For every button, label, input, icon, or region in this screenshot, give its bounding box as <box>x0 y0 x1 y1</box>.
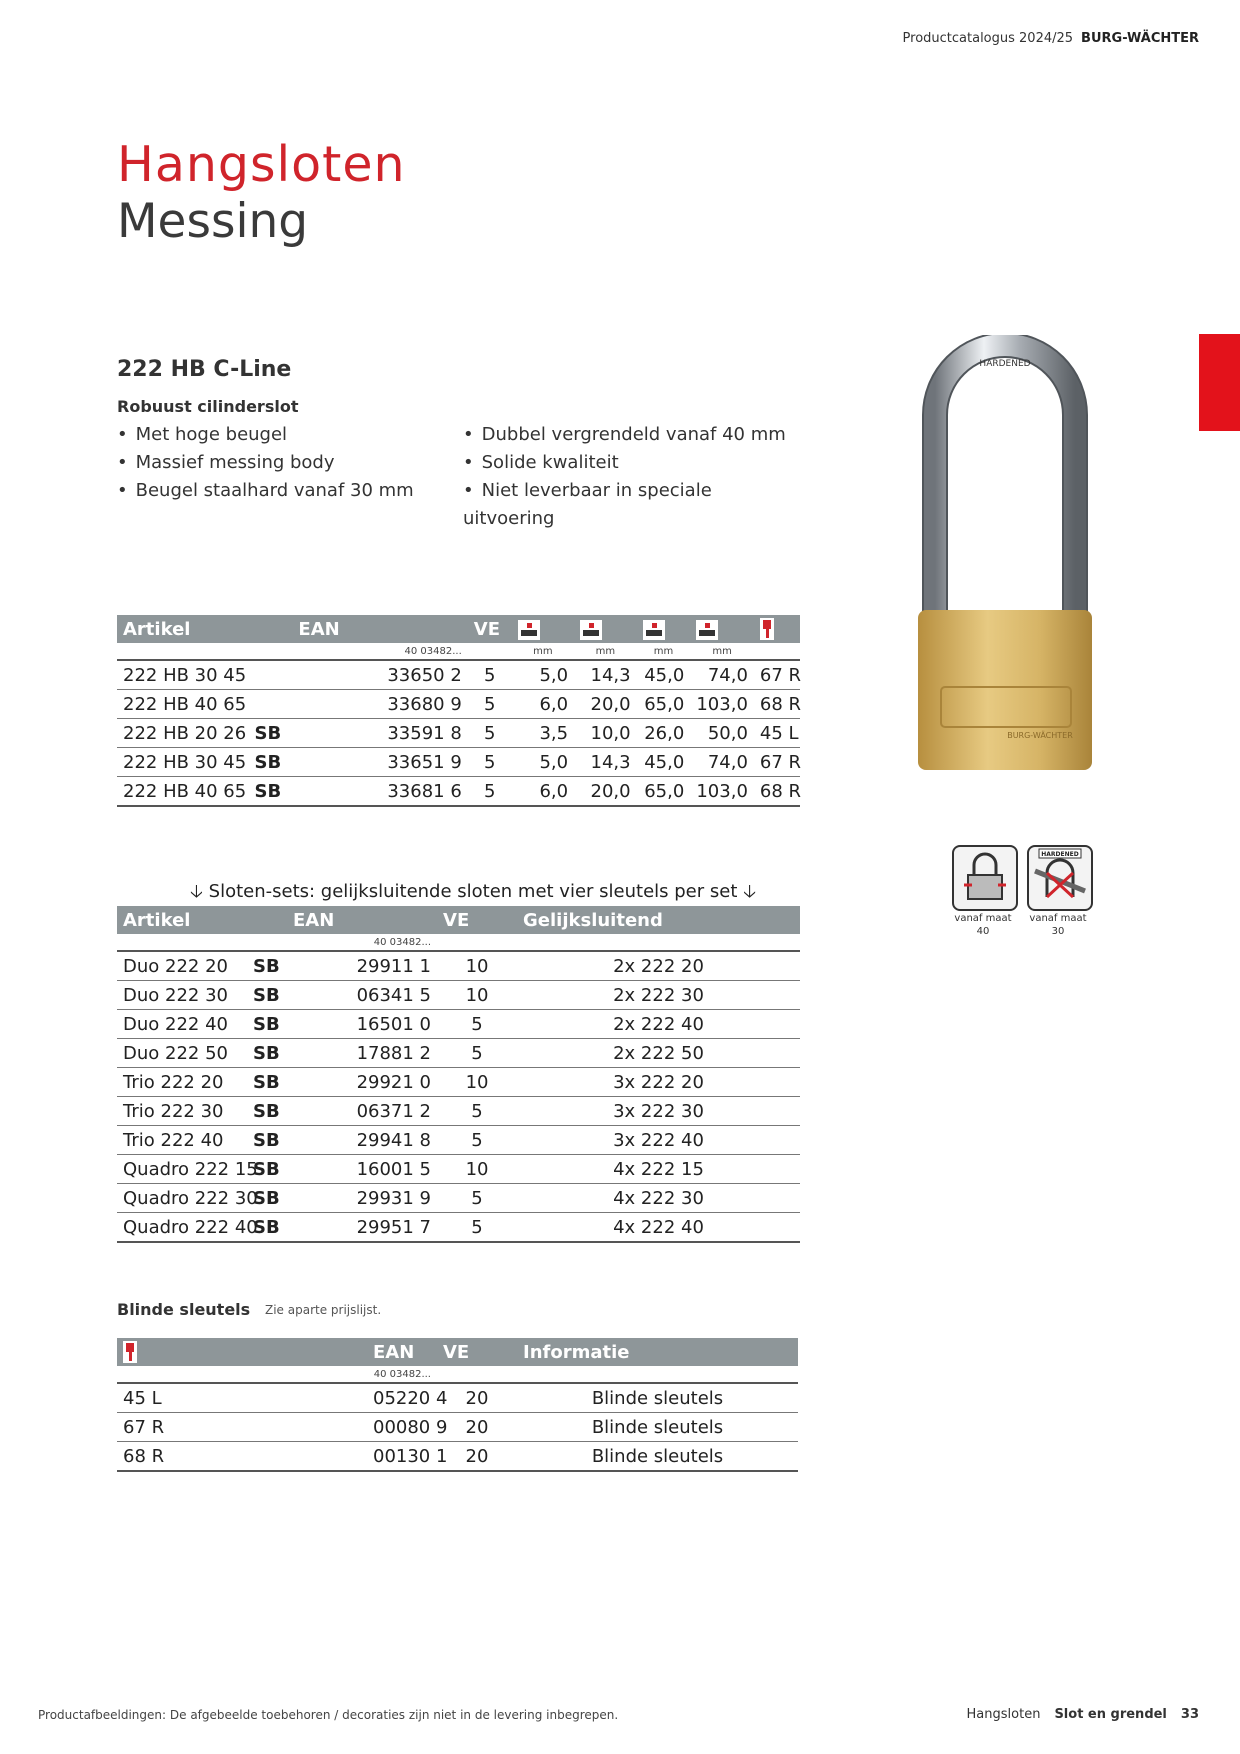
table-cell: 67 R <box>117 1413 367 1442</box>
table-cell: 222 HB 40 65 <box>117 777 249 807</box>
col-ean: EAN <box>292 615 467 643</box>
table-cell: 3x 222 30 <box>517 1097 800 1126</box>
table-subheader-row <box>117 643 800 660</box>
unit-label: mm <box>574 643 636 660</box>
table-cell: 6,0 <box>512 690 574 719</box>
table-row <box>117 1213 800 1243</box>
table-cell: 29941 8 <box>287 1126 437 1155</box>
product-name: 222 HB C-Line <box>117 357 292 382</box>
table-cell: 29951 7 <box>287 1213 437 1243</box>
unit-label: mm <box>512 643 574 660</box>
table-cell <box>249 660 293 690</box>
table-cell: 67 R <box>754 748 800 777</box>
table-row <box>117 719 800 748</box>
feature-item: • Solide kwaliteit <box>463 449 803 477</box>
feature-item: • Niet leverbaar in speciale uitvoering <box>463 477 803 505</box>
table-cell: 3x 222 40 <box>517 1126 800 1155</box>
feature-list-left <box>117 421 457 505</box>
table-cell: 2x 222 50 <box>517 1039 800 1068</box>
table-cell: 20 <box>437 1413 517 1442</box>
catalog-name: Productcatalogus 2024/25 <box>902 31 1074 46</box>
page-number: 33 <box>1180 1707 1199 1722</box>
table-cell: SB <box>247 951 287 981</box>
running-header <box>903 31 1199 46</box>
table-cell: 68 R <box>754 777 800 807</box>
table-cell: SB <box>247 1039 287 1068</box>
table-cell: 33680 9 <box>292 690 467 719</box>
table-cell: 45 L <box>754 719 800 748</box>
table-row <box>117 1097 800 1126</box>
table-row <box>117 748 800 777</box>
double-locking-icon <box>952 845 1018 911</box>
table-row <box>117 1068 800 1097</box>
table-cell: 2x 222 30 <box>517 981 800 1010</box>
table-cell: 5 <box>437 1213 517 1243</box>
table-subheader-row <box>117 934 800 951</box>
lock-sets-table <box>117 906 800 1243</box>
shackle-diameter-icon <box>518 620 540 640</box>
table-cell: 5 <box>468 748 512 777</box>
table-cell: 5 <box>468 777 512 807</box>
table-cell: 14,3 <box>574 748 636 777</box>
table-cell: Duo 222 20 <box>117 951 247 981</box>
table-cell: 65,0 <box>637 777 691 807</box>
table-cell: 4x 222 40 <box>517 1213 800 1243</box>
ean-prefix: 40 03482... <box>287 934 437 951</box>
table-cell: SB <box>247 1155 287 1184</box>
table-cell: 68 R <box>117 1442 367 1472</box>
table-cell: 74,0 <box>690 660 754 690</box>
col-ve: VE <box>437 906 517 934</box>
feature-item: • Beugel staalhard vanaf 30 mm <box>117 477 457 505</box>
table-cell: 103,0 <box>690 690 754 719</box>
table-cell: SB <box>249 748 293 777</box>
col-ean: EAN <box>367 1338 437 1366</box>
shackle-spacing-icon <box>580 620 602 640</box>
table-cell: 222 HB 40 65 <box>117 690 249 719</box>
col-gelijksluitend: Gelijksluitend <box>517 906 800 934</box>
footer-nav <box>967 1707 1199 1722</box>
col-ean: EAN <box>287 906 437 934</box>
feature-list-right <box>463 421 803 529</box>
table-cell: Quadro 222 40 <box>117 1213 247 1243</box>
table-row <box>117 1010 800 1039</box>
shackle-height-icon <box>696 620 718 640</box>
product-spec-table <box>117 615 800 807</box>
table-row <box>117 1413 798 1442</box>
table-cell: 45,0 <box>637 660 691 690</box>
table-cell: 00080 9 <box>367 1413 437 1442</box>
table-cell: 65,0 <box>637 690 691 719</box>
table-cell: 5,0 <box>512 660 574 690</box>
table-cell: 20 <box>437 1442 517 1472</box>
table-cell: 33591 8 <box>292 719 467 748</box>
table-cell: 33681 6 <box>292 777 467 807</box>
table-cell: SB <box>247 1213 287 1243</box>
page-title: Hangsloten <box>117 136 406 193</box>
table-row <box>117 690 800 719</box>
table-cell: 67 R <box>754 660 800 690</box>
table-row <box>117 951 800 981</box>
table-cell: Duo 222 30 <box>117 981 247 1010</box>
feature-item: • Massief messing body <box>117 449 457 477</box>
key-icon <box>760 618 774 640</box>
table-row <box>117 1155 800 1184</box>
table-cell: 00130 1 <box>367 1442 437 1472</box>
table-cell: 10 <box>437 981 517 1010</box>
blank-keys-table <box>117 1338 798 1472</box>
table-cell: 5 <box>437 1184 517 1213</box>
lock-brand-mark: BURG-WÄCHTER <box>1007 731 1073 740</box>
table-subheader-row <box>117 1366 798 1383</box>
table-row <box>117 1184 800 1213</box>
table-row <box>117 1039 800 1068</box>
table-cell: 06341 5 <box>287 981 437 1010</box>
table-cell: 29911 1 <box>287 951 437 981</box>
table-cell: 2x 222 20 <box>517 951 800 981</box>
table-cell: 68 R <box>754 690 800 719</box>
table-cell: 222 HB 20 26 <box>117 719 249 748</box>
key-icon <box>123 1341 137 1363</box>
table-header-row <box>117 615 800 643</box>
table-cell: 29931 9 <box>287 1184 437 1213</box>
footer-section: Hangsloten <box>966 1707 1041 1722</box>
unit-label: mm <box>637 643 691 660</box>
icon-caption: vanaf maat 30 <box>1029 913 1087 937</box>
ean-prefix: 40 03482... <box>292 643 467 660</box>
col-artikel: Artikel <box>117 615 292 643</box>
table-cell: 4x 222 30 <box>517 1184 800 1213</box>
table-cell: 10 <box>437 1155 517 1184</box>
table-cell: 05220 4 <box>367 1383 437 1413</box>
table-cell: Trio 222 30 <box>117 1097 247 1126</box>
table-cell: 33651 9 <box>292 748 467 777</box>
table-cell: SB <box>247 1097 287 1126</box>
table-cell: Trio 222 20 <box>117 1068 247 1097</box>
page-subtitle: Messing <box>117 194 309 249</box>
table-cell: 16501 0 <box>287 1010 437 1039</box>
table-cell: 74,0 <box>690 748 754 777</box>
table-cell: 20 <box>437 1383 517 1413</box>
padlock-image <box>905 335 1105 780</box>
body-width-icon <box>643 620 665 640</box>
table-cell: 3,5 <box>512 719 574 748</box>
table-cell: 26,0 <box>637 719 691 748</box>
table-cell: 5 <box>437 1126 517 1155</box>
table-cell: 5 <box>468 719 512 748</box>
section-tab <box>1199 334 1240 431</box>
table-cell: 16001 5 <box>287 1155 437 1184</box>
table-cell: 5 <box>437 1097 517 1126</box>
table-cell: 6,0 <box>512 777 574 807</box>
table-cell: 20,0 <box>574 690 636 719</box>
table-row <box>117 777 800 807</box>
table-row <box>117 660 800 690</box>
table-cell: Quadro 222 30 <box>117 1184 247 1213</box>
table-cell: SB <box>249 777 293 807</box>
ean-prefix: 40 03482... <box>367 1366 437 1383</box>
table-cell: 10,0 <box>574 719 636 748</box>
table-cell: SB <box>247 1184 287 1213</box>
table-row <box>117 1442 798 1472</box>
hardened-badge: HARDENED <box>1041 851 1079 858</box>
table-cell: 33650 2 <box>292 660 467 690</box>
table-cell: 222 HB 30 45 <box>117 660 249 690</box>
brand-name: BURG-WÄCHTER <box>1081 31 1199 46</box>
product-subtitle: Robuust cilinderslot <box>117 397 299 416</box>
col-ve: VE <box>468 615 512 643</box>
table-cell: Blinde sleutels <box>517 1383 798 1413</box>
table-cell: Duo 222 50 <box>117 1039 247 1068</box>
table-row <box>117 1126 800 1155</box>
table-cell: 4x 222 15 <box>517 1155 800 1184</box>
table-cell: Blinde sleutels <box>517 1442 798 1472</box>
table-cell: SB <box>247 1010 287 1039</box>
footer-disclaimer: Productafbeeldingen: De afgebeelde toebehoren / decoraties zijn niet in de levering inbegrepen. <box>38 1708 619 1722</box>
feature-item: • Dubbel vergrendeld vanaf 40 mm <box>463 421 803 449</box>
table-cell: SB <box>247 981 287 1010</box>
col-ve: VE <box>437 1338 517 1366</box>
unit-label: mm <box>690 643 754 660</box>
icon-caption: vanaf maat 40 <box>954 913 1012 937</box>
sets-heading: 🡣 Sloten-sets: gelijksluitende sloten met vier sleutels per set 🡣 <box>190 881 757 902</box>
table-cell: 17881 2 <box>287 1039 437 1068</box>
table-cell: 222 HB 30 45 <box>117 748 249 777</box>
table-cell: Trio 222 40 <box>117 1126 247 1155</box>
table-row <box>117 1383 798 1413</box>
hardened-shackle-icon <box>1027 845 1093 911</box>
feature-item: • Met hoge beugel <box>117 421 457 449</box>
table-cell: 3x 222 20 <box>517 1068 800 1097</box>
shackle-engraving: HARDENED <box>979 359 1031 369</box>
table-cell: 5 <box>468 660 512 690</box>
blank-keys-note: Zie aparte prijslijst. <box>265 1303 382 1317</box>
table-cell: SB <box>247 1068 287 1097</box>
table-cell: 45 L <box>117 1383 367 1413</box>
table-cell: 14,3 <box>574 660 636 690</box>
blank-keys-label: Blinde sleutels <box>117 1300 251 1319</box>
table-cell: 10 <box>437 951 517 981</box>
table-cell: 20,0 <box>574 777 636 807</box>
table-cell: 2x 222 40 <box>517 1010 800 1039</box>
table-cell: 45,0 <box>637 748 691 777</box>
table-cell: SB <box>247 1126 287 1155</box>
table-cell: 06371 2 <box>287 1097 437 1126</box>
table-cell: 50,0 <box>690 719 754 748</box>
table-header-row <box>117 906 800 934</box>
table-cell: 5 <box>437 1010 517 1039</box>
footer-chapter: Slot en grendel <box>1054 1707 1167 1722</box>
table-row <box>117 981 800 1010</box>
table-cell: 5,0 <box>512 748 574 777</box>
table-cell <box>249 690 293 719</box>
table-cell: 103,0 <box>690 777 754 807</box>
table-cell: 5 <box>437 1039 517 1068</box>
table-cell: Blinde sleutels <box>517 1413 798 1442</box>
table-cell: SB <box>249 719 293 748</box>
table-cell: Duo 222 40 <box>117 1010 247 1039</box>
col-informatie: Informatie <box>517 1338 798 1366</box>
table-cell: 5 <box>468 690 512 719</box>
table-cell: 29921 0 <box>287 1068 437 1097</box>
table-cell: Quadro 222 15 <box>117 1155 247 1184</box>
table-cell: 10 <box>437 1068 517 1097</box>
table-header-row <box>117 1338 798 1366</box>
col-artikel: Artikel <box>117 906 287 934</box>
